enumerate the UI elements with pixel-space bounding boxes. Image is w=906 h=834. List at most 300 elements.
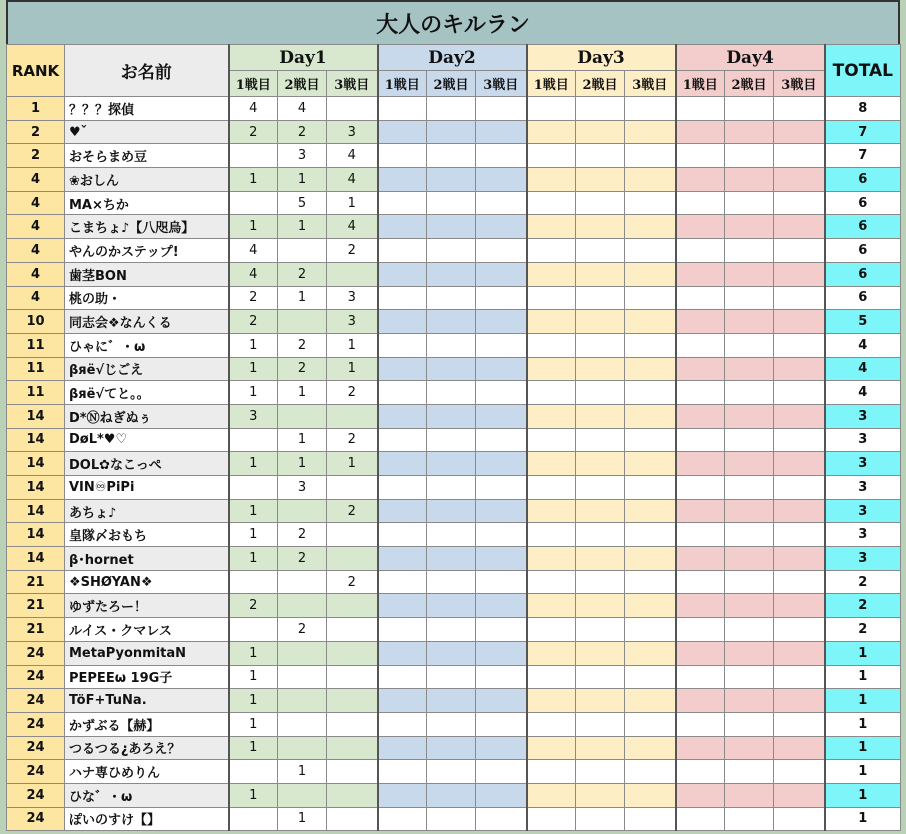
- day4-battle1-cell[interactable]: [676, 476, 725, 500]
- day2-battle2-cell[interactable]: [427, 499, 476, 523]
- day3-battle3-cell[interactable]: [625, 262, 676, 286]
- rank-cell[interactable]: 24: [7, 760, 65, 784]
- day3-battle2-cell[interactable]: [576, 168, 625, 192]
- day4-battle1-cell[interactable]: [676, 310, 725, 334]
- day3-battle3-cell[interactable]: [625, 594, 676, 618]
- day4-battle3-cell[interactable]: [774, 215, 825, 239]
- day4-battle2-cell[interactable]: [725, 783, 774, 807]
- day2-battle3-cell[interactable]: [476, 499, 527, 523]
- day3-battle3-cell[interactable]: [625, 144, 676, 168]
- day3-battle3-cell[interactable]: [625, 168, 676, 192]
- day3-battle2-cell[interactable]: [576, 783, 625, 807]
- day4-battle3-cell[interactable]: [774, 239, 825, 263]
- day4-battle1-cell[interactable]: [676, 120, 725, 144]
- day1-battle2-cell[interactable]: 1: [278, 381, 327, 405]
- day2-battle2-cell[interactable]: [427, 523, 476, 547]
- rank-cell[interactable]: 11: [7, 381, 65, 405]
- day4-battle3-cell[interactable]: [774, 783, 825, 807]
- day4-battle3-cell[interactable]: [774, 452, 825, 476]
- day4-battle3-cell[interactable]: [774, 191, 825, 215]
- total-cell[interactable]: 6: [825, 239, 901, 263]
- day2-battle2-cell[interactable]: [427, 310, 476, 334]
- day3-battle2-cell[interactable]: [576, 807, 625, 831]
- day3-battle2-cell[interactable]: [576, 215, 625, 239]
- name-cell[interactable]: ゆずたろー！: [65, 594, 229, 618]
- day4-battle2-cell[interactable]: [725, 262, 774, 286]
- day3-battle3-cell[interactable]: [625, 381, 676, 405]
- day1-battle3-cell[interactable]: [327, 665, 378, 689]
- day4-battle3-cell[interactable]: [774, 357, 825, 381]
- day2-battle1-cell[interactable]: [378, 476, 427, 500]
- day3-battle3-cell[interactable]: [625, 191, 676, 215]
- rank-cell[interactable]: 14: [7, 428, 65, 452]
- day3-battle1-cell[interactable]: [527, 499, 576, 523]
- rank-cell[interactable]: 24: [7, 736, 65, 760]
- day3-battle3-cell[interactable]: [625, 712, 676, 736]
- day3-battle1-cell[interactable]: [527, 168, 576, 192]
- rank-cell[interactable]: 24: [7, 641, 65, 665]
- day4-battle3-cell[interactable]: [774, 262, 825, 286]
- day1-battle2-cell[interactable]: 2: [278, 120, 327, 144]
- rank-cell[interactable]: 14: [7, 404, 65, 428]
- day1-battle1-cell[interactable]: 1: [229, 523, 278, 547]
- total-cell[interactable]: 1: [825, 665, 901, 689]
- day2-battle1-cell[interactable]: [378, 191, 427, 215]
- total-cell[interactable]: 7: [825, 120, 901, 144]
- day1-battle3-cell[interactable]: 1: [327, 191, 378, 215]
- day3-battle2-cell[interactable]: [576, 618, 625, 642]
- day1-battle3-cell[interactable]: 1: [327, 357, 378, 381]
- day1-battle2-cell[interactable]: 1: [278, 452, 327, 476]
- day3-battle1-cell[interactable]: [527, 262, 576, 286]
- rank-cell[interactable]: 24: [7, 689, 65, 713]
- total-cell[interactable]: 6: [825, 262, 901, 286]
- day1-battle3-cell[interactable]: [327, 523, 378, 547]
- day4-battle2-cell[interactable]: [725, 381, 774, 405]
- day1-battle2-cell[interactable]: 1: [278, 807, 327, 831]
- day2-battle1-cell[interactable]: [378, 547, 427, 571]
- day3-battle2-cell[interactable]: [576, 594, 625, 618]
- name-cell[interactable]: 桃の助・: [65, 286, 229, 310]
- day3-battle2-cell[interactable]: [576, 381, 625, 405]
- day4-battle2-cell[interactable]: [725, 665, 774, 689]
- day1-battle3-cell[interactable]: [327, 807, 378, 831]
- day3-battle3-cell[interactable]: [625, 807, 676, 831]
- day4-battle1-cell[interactable]: [676, 191, 725, 215]
- total-cell[interactable]: 1: [825, 807, 901, 831]
- day4-battle3-cell[interactable]: [774, 168, 825, 192]
- day3-battle2-cell[interactable]: [576, 310, 625, 334]
- total-cell[interactable]: 2: [825, 618, 901, 642]
- day4-battle1-cell[interactable]: [676, 641, 725, 665]
- name-cell[interactable]: β･hornet: [65, 547, 229, 571]
- rank-cell[interactable]: 10: [7, 310, 65, 334]
- day4-battle3-cell[interactable]: [774, 286, 825, 310]
- day4-battle1-cell[interactable]: [676, 712, 725, 736]
- day4-battle2-cell[interactable]: [725, 641, 774, 665]
- day2-battle3-cell[interactable]: [476, 262, 527, 286]
- day1-battle2-cell[interactable]: 4: [278, 97, 327, 121]
- day4-battle2-cell[interactable]: [725, 215, 774, 239]
- total-cell[interactable]: 3: [825, 452, 901, 476]
- day4-battle3-cell[interactable]: [774, 404, 825, 428]
- day3-battle1-cell[interactable]: [527, 594, 576, 618]
- day2-battle2-cell[interactable]: [427, 689, 476, 713]
- day3-battle3-cell[interactable]: [625, 120, 676, 144]
- day2-battle1-cell[interactable]: [378, 120, 427, 144]
- day1-battle2-cell[interactable]: [278, 310, 327, 334]
- name-cell[interactable]: こまちょ♪【八咫烏】: [65, 215, 229, 239]
- day1-battle3-cell[interactable]: 4: [327, 144, 378, 168]
- name-cell[interactable]: βяё√じごえ: [65, 357, 229, 381]
- day2-battle2-cell[interactable]: [427, 262, 476, 286]
- day2-battle1-cell[interactable]: [378, 310, 427, 334]
- day3-battle3-cell[interactable]: [625, 97, 676, 121]
- day1-battle1-cell[interactable]: [229, 618, 278, 642]
- day1-battle1-cell[interactable]: 1: [229, 547, 278, 571]
- day2-battle3-cell[interactable]: [476, 665, 527, 689]
- day4-battle2-cell[interactable]: [725, 144, 774, 168]
- rank-cell[interactable]: 21: [7, 618, 65, 642]
- day4-battle1-cell[interactable]: [676, 665, 725, 689]
- day2-battle1-cell[interactable]: [378, 665, 427, 689]
- rank-cell[interactable]: 4: [7, 191, 65, 215]
- day2-battle1-cell[interactable]: [378, 262, 427, 286]
- day3-battle1-cell[interactable]: [527, 97, 576, 121]
- day4-battle1-cell[interactable]: [676, 144, 725, 168]
- day2-battle1-cell[interactable]: [378, 760, 427, 784]
- day2-battle1-cell[interactable]: [378, 428, 427, 452]
- day1-battle1-cell[interactable]: 2: [229, 310, 278, 334]
- rank-cell[interactable]: 4: [7, 286, 65, 310]
- day2-battle1-cell[interactable]: [378, 618, 427, 642]
- day2-battle3-cell[interactable]: [476, 428, 527, 452]
- day3-battle1-cell[interactable]: [527, 286, 576, 310]
- name-cell[interactable]: ひゃに゛・ω: [65, 333, 229, 357]
- day1-battle1-cell[interactable]: 1: [229, 712, 278, 736]
- rank-cell[interactable]: 14: [7, 547, 65, 571]
- day2-battle3-cell[interactable]: [476, 689, 527, 713]
- day3-battle2-cell[interactable]: [576, 523, 625, 547]
- day4-battle3-cell[interactable]: [774, 618, 825, 642]
- day2-battle1-cell[interactable]: [378, 570, 427, 594]
- day2-battle3-cell[interactable]: [476, 712, 527, 736]
- name-cell[interactable]: MetaPyonmitaN: [65, 641, 229, 665]
- rank-cell[interactable]: 4: [7, 239, 65, 263]
- day2-battle3-cell[interactable]: [476, 215, 527, 239]
- day1-battle1-cell[interactable]: [229, 191, 278, 215]
- total-cell[interactable]: 3: [825, 428, 901, 452]
- day4-battle3-cell[interactable]: [774, 760, 825, 784]
- day3-battle1-cell[interactable]: [527, 381, 576, 405]
- day4-battle1-cell[interactable]: [676, 97, 725, 121]
- day4-battle2-cell[interactable]: [725, 333, 774, 357]
- total-cell[interactable]: 2: [825, 570, 901, 594]
- day3-battle1-cell[interactable]: [527, 618, 576, 642]
- total-cell[interactable]: 6: [825, 168, 901, 192]
- rank-cell[interactable]: 2: [7, 120, 65, 144]
- day3-battle1-cell[interactable]: [527, 239, 576, 263]
- day3-battle2-cell[interactable]: [576, 499, 625, 523]
- day1-battle1-cell[interactable]: [229, 476, 278, 500]
- day3-battle2-cell[interactable]: [576, 712, 625, 736]
- day4-battle2-cell[interactable]: [725, 547, 774, 571]
- day3-battle3-cell[interactable]: [625, 333, 676, 357]
- day3-battle1-cell[interactable]: [527, 404, 576, 428]
- day2-battle2-cell[interactable]: [427, 476, 476, 500]
- day1-battle1-cell[interactable]: 2: [229, 120, 278, 144]
- day4-battle3-cell[interactable]: [774, 476, 825, 500]
- day1-battle1-cell[interactable]: 1: [229, 736, 278, 760]
- name-cell[interactable]: D*Ⓝねぎぬぅ: [65, 404, 229, 428]
- day3-battle3-cell[interactable]: [625, 736, 676, 760]
- day1-battle1-cell[interactable]: 1: [229, 783, 278, 807]
- day1-battle3-cell[interactable]: [327, 736, 378, 760]
- day4-battle2-cell[interactable]: [725, 807, 774, 831]
- day2-battle1-cell[interactable]: [378, 523, 427, 547]
- day4-battle3-cell[interactable]: [774, 499, 825, 523]
- day1-battle1-cell[interactable]: 1: [229, 168, 278, 192]
- rank-cell[interactable]: 4: [7, 168, 65, 192]
- name-cell[interactable]: やんのかステップ!: [65, 239, 229, 263]
- day2-battle1-cell[interactable]: [378, 736, 427, 760]
- day4-battle3-cell[interactable]: [774, 381, 825, 405]
- day4-battle2-cell[interactable]: [725, 523, 774, 547]
- rank-cell[interactable]: 11: [7, 357, 65, 381]
- day3-battle1-cell[interactable]: [527, 523, 576, 547]
- day3-battle2-cell[interactable]: [576, 476, 625, 500]
- day4-battle2-cell[interactable]: [725, 760, 774, 784]
- day2-battle2-cell[interactable]: [427, 736, 476, 760]
- day2-battle2-cell[interactable]: [427, 191, 476, 215]
- day1-battle1-cell[interactable]: 1: [229, 357, 278, 381]
- day2-battle2-cell[interactable]: [427, 333, 476, 357]
- day2-battle3-cell[interactable]: [476, 120, 527, 144]
- day4-battle3-cell[interactable]: [774, 641, 825, 665]
- day1-battle2-cell[interactable]: 2: [278, 357, 327, 381]
- day4-battle1-cell[interactable]: [676, 499, 725, 523]
- rank-cell[interactable]: 1: [7, 97, 65, 121]
- day4-battle1-cell[interactable]: [676, 286, 725, 310]
- day2-battle2-cell[interactable]: [427, 618, 476, 642]
- day4-battle2-cell[interactable]: [725, 499, 774, 523]
- day4-battle1-cell[interactable]: [676, 594, 725, 618]
- day3-battle1-cell[interactable]: [527, 641, 576, 665]
- total-cell[interactable]: 2: [825, 594, 901, 618]
- day3-battle2-cell[interactable]: [576, 239, 625, 263]
- day4-battle1-cell[interactable]: [676, 215, 725, 239]
- day3-battle1-cell[interactable]: [527, 215, 576, 239]
- day2-battle2-cell[interactable]: [427, 570, 476, 594]
- day2-battle3-cell[interactable]: [476, 357, 527, 381]
- day4-battle1-cell[interactable]: [676, 523, 725, 547]
- day4-battle1-cell[interactable]: [676, 807, 725, 831]
- day1-battle3-cell[interactable]: 2: [327, 570, 378, 594]
- day3-battle1-cell[interactable]: [527, 689, 576, 713]
- day2-battle2-cell[interactable]: [427, 665, 476, 689]
- day1-battle1-cell[interactable]: [229, 760, 278, 784]
- day3-battle1-cell[interactable]: [527, 807, 576, 831]
- name-cell[interactable]: つるつる¿あろえ？: [65, 736, 229, 760]
- day1-battle2-cell[interactable]: 1: [278, 215, 327, 239]
- day2-battle2-cell[interactable]: [427, 404, 476, 428]
- day4-battle2-cell[interactable]: [725, 594, 774, 618]
- day1-battle2-cell[interactable]: [278, 783, 327, 807]
- rank-cell[interactable]: 4: [7, 215, 65, 239]
- day4-battle3-cell[interactable]: [774, 333, 825, 357]
- day4-battle2-cell[interactable]: [725, 239, 774, 263]
- rank-cell[interactable]: 14: [7, 499, 65, 523]
- day4-battle2-cell[interactable]: [725, 476, 774, 500]
- day3-battle1-cell[interactable]: [527, 712, 576, 736]
- day4-battle2-cell[interactable]: [725, 712, 774, 736]
- rank-cell[interactable]: 21: [7, 594, 65, 618]
- day3-battle2-cell[interactable]: [576, 452, 625, 476]
- day1-battle2-cell[interactable]: 2: [278, 618, 327, 642]
- day2-battle2-cell[interactable]: [427, 357, 476, 381]
- day1-battle3-cell[interactable]: [327, 760, 378, 784]
- day1-battle1-cell[interactable]: 4: [229, 239, 278, 263]
- name-cell[interactable]: かずぶる【赫】: [65, 712, 229, 736]
- day3-battle2-cell[interactable]: [576, 641, 625, 665]
- day1-battle1-cell[interactable]: 4: [229, 97, 278, 121]
- day4-battle1-cell[interactable]: [676, 570, 725, 594]
- day4-battle2-cell[interactable]: [725, 97, 774, 121]
- day1-battle3-cell[interactable]: 1: [327, 452, 378, 476]
- day3-battle3-cell[interactable]: [625, 523, 676, 547]
- day1-battle2-cell[interactable]: 1: [278, 168, 327, 192]
- day4-battle2-cell[interactable]: [725, 428, 774, 452]
- day4-battle3-cell[interactable]: [774, 310, 825, 334]
- day1-battle1-cell[interactable]: 1: [229, 499, 278, 523]
- day1-battle2-cell[interactable]: 1: [278, 428, 327, 452]
- day4-battle3-cell[interactable]: [774, 594, 825, 618]
- day2-battle2-cell[interactable]: [427, 641, 476, 665]
- day2-battle2-cell[interactable]: [427, 594, 476, 618]
- day1-battle2-cell[interactable]: [278, 570, 327, 594]
- day4-battle1-cell[interactable]: [676, 547, 725, 571]
- rank-cell[interactable]: 14: [7, 452, 65, 476]
- day3-battle2-cell[interactable]: [576, 144, 625, 168]
- day3-battle3-cell[interactable]: [625, 476, 676, 500]
- day4-battle1-cell[interactable]: [676, 357, 725, 381]
- day2-battle2-cell[interactable]: [427, 783, 476, 807]
- name-cell[interactable]: おそらまめ豆: [65, 144, 229, 168]
- day2-battle3-cell[interactable]: [476, 760, 527, 784]
- day1-battle3-cell[interactable]: 3: [327, 120, 378, 144]
- day1-battle1-cell[interactable]: 2: [229, 286, 278, 310]
- day1-battle3-cell[interactable]: [327, 783, 378, 807]
- rank-cell[interactable]: 24: [7, 807, 65, 831]
- day3-battle1-cell[interactable]: [527, 333, 576, 357]
- day2-battle2-cell[interactable]: [427, 428, 476, 452]
- day1-battle2-cell[interactable]: [278, 594, 327, 618]
- name-cell[interactable]: ❖SHØYAN❖: [65, 570, 229, 594]
- total-cell[interactable]: 4: [825, 381, 901, 405]
- day2-battle3-cell[interactable]: [476, 144, 527, 168]
- day1-battle1-cell[interactable]: [229, 428, 278, 452]
- day1-battle2-cell[interactable]: 1: [278, 760, 327, 784]
- day2-battle2-cell[interactable]: [427, 168, 476, 192]
- day2-battle3-cell[interactable]: [476, 736, 527, 760]
- day1-battle3-cell[interactable]: [327, 262, 378, 286]
- day4-battle2-cell[interactable]: [725, 310, 774, 334]
- day4-battle1-cell[interactable]: [676, 239, 725, 263]
- name-cell[interactable]: ルイス・クマレス: [65, 618, 229, 642]
- day4-battle1-cell[interactable]: [676, 262, 725, 286]
- day3-battle1-cell[interactable]: [527, 191, 576, 215]
- name-cell[interactable]: TöF+TuNa.: [65, 689, 229, 713]
- day1-battle1-cell[interactable]: 1: [229, 665, 278, 689]
- day2-battle1-cell[interactable]: [378, 712, 427, 736]
- total-cell[interactable]: 1: [825, 760, 901, 784]
- total-cell[interactable]: 5: [825, 310, 901, 334]
- day1-battle2-cell[interactable]: 2: [278, 523, 327, 547]
- name-cell[interactable]: あちょ♪: [65, 499, 229, 523]
- day1-battle2-cell[interactable]: 2: [278, 262, 327, 286]
- day1-battle1-cell[interactable]: 4: [229, 262, 278, 286]
- day4-battle3-cell[interactable]: [774, 712, 825, 736]
- day4-battle2-cell[interactable]: [725, 191, 774, 215]
- day1-battle2-cell[interactable]: [278, 665, 327, 689]
- total-cell[interactable]: 6: [825, 286, 901, 310]
- day2-battle1-cell[interactable]: [378, 594, 427, 618]
- day2-battle2-cell[interactable]: [427, 452, 476, 476]
- name-cell[interactable]: ひな゛・ω: [65, 783, 229, 807]
- rank-cell[interactable]: 14: [7, 523, 65, 547]
- day1-battle3-cell[interactable]: 2: [327, 499, 378, 523]
- day2-battle2-cell[interactable]: [427, 239, 476, 263]
- day4-battle2-cell[interactable]: [725, 618, 774, 642]
- day4-battle2-cell[interactable]: [725, 452, 774, 476]
- day2-battle3-cell[interactable]: [476, 381, 527, 405]
- day4-battle3-cell[interactable]: [774, 428, 825, 452]
- total-cell[interactable]: 7: [825, 144, 901, 168]
- day2-battle1-cell[interactable]: [378, 689, 427, 713]
- day3-battle2-cell[interactable]: [576, 665, 625, 689]
- day3-battle2-cell[interactable]: [576, 333, 625, 357]
- day3-battle1-cell[interactable]: [527, 428, 576, 452]
- day3-battle3-cell[interactable]: [625, 404, 676, 428]
- day4-battle2-cell[interactable]: [725, 357, 774, 381]
- day2-battle3-cell[interactable]: [476, 570, 527, 594]
- day1-battle2-cell[interactable]: 2: [278, 333, 327, 357]
- rank-cell[interactable]: 24: [7, 712, 65, 736]
- day3-battle2-cell[interactable]: [576, 404, 625, 428]
- day1-battle2-cell[interactable]: 2: [278, 547, 327, 571]
- total-cell[interactable]: 1: [825, 641, 901, 665]
- day4-battle1-cell[interactable]: [676, 618, 725, 642]
- name-cell[interactable]: PEPEEω 19G子: [65, 665, 229, 689]
- day1-battle1-cell[interactable]: 1: [229, 381, 278, 405]
- day2-battle3-cell[interactable]: [476, 641, 527, 665]
- name-cell[interactable]: 同志会❖なんくる: [65, 310, 229, 334]
- day2-battle2-cell[interactable]: [427, 712, 476, 736]
- day3-battle1-cell[interactable]: [527, 452, 576, 476]
- day2-battle3-cell[interactable]: [476, 191, 527, 215]
- day2-battle1-cell[interactable]: [378, 404, 427, 428]
- day3-battle1-cell[interactable]: [527, 310, 576, 334]
- day4-battle3-cell[interactable]: [774, 807, 825, 831]
- day1-battle3-cell[interactable]: [327, 97, 378, 121]
- day1-battle1-cell[interactable]: 1: [229, 333, 278, 357]
- day4-battle1-cell[interactable]: [676, 689, 725, 713]
- total-cell[interactable]: 4: [825, 357, 901, 381]
- day4-battle3-cell[interactable]: [774, 547, 825, 571]
- day3-battle3-cell[interactable]: [625, 452, 676, 476]
- name-cell[interactable]: ❀おしん: [65, 168, 229, 192]
- day1-battle3-cell[interactable]: 3: [327, 286, 378, 310]
